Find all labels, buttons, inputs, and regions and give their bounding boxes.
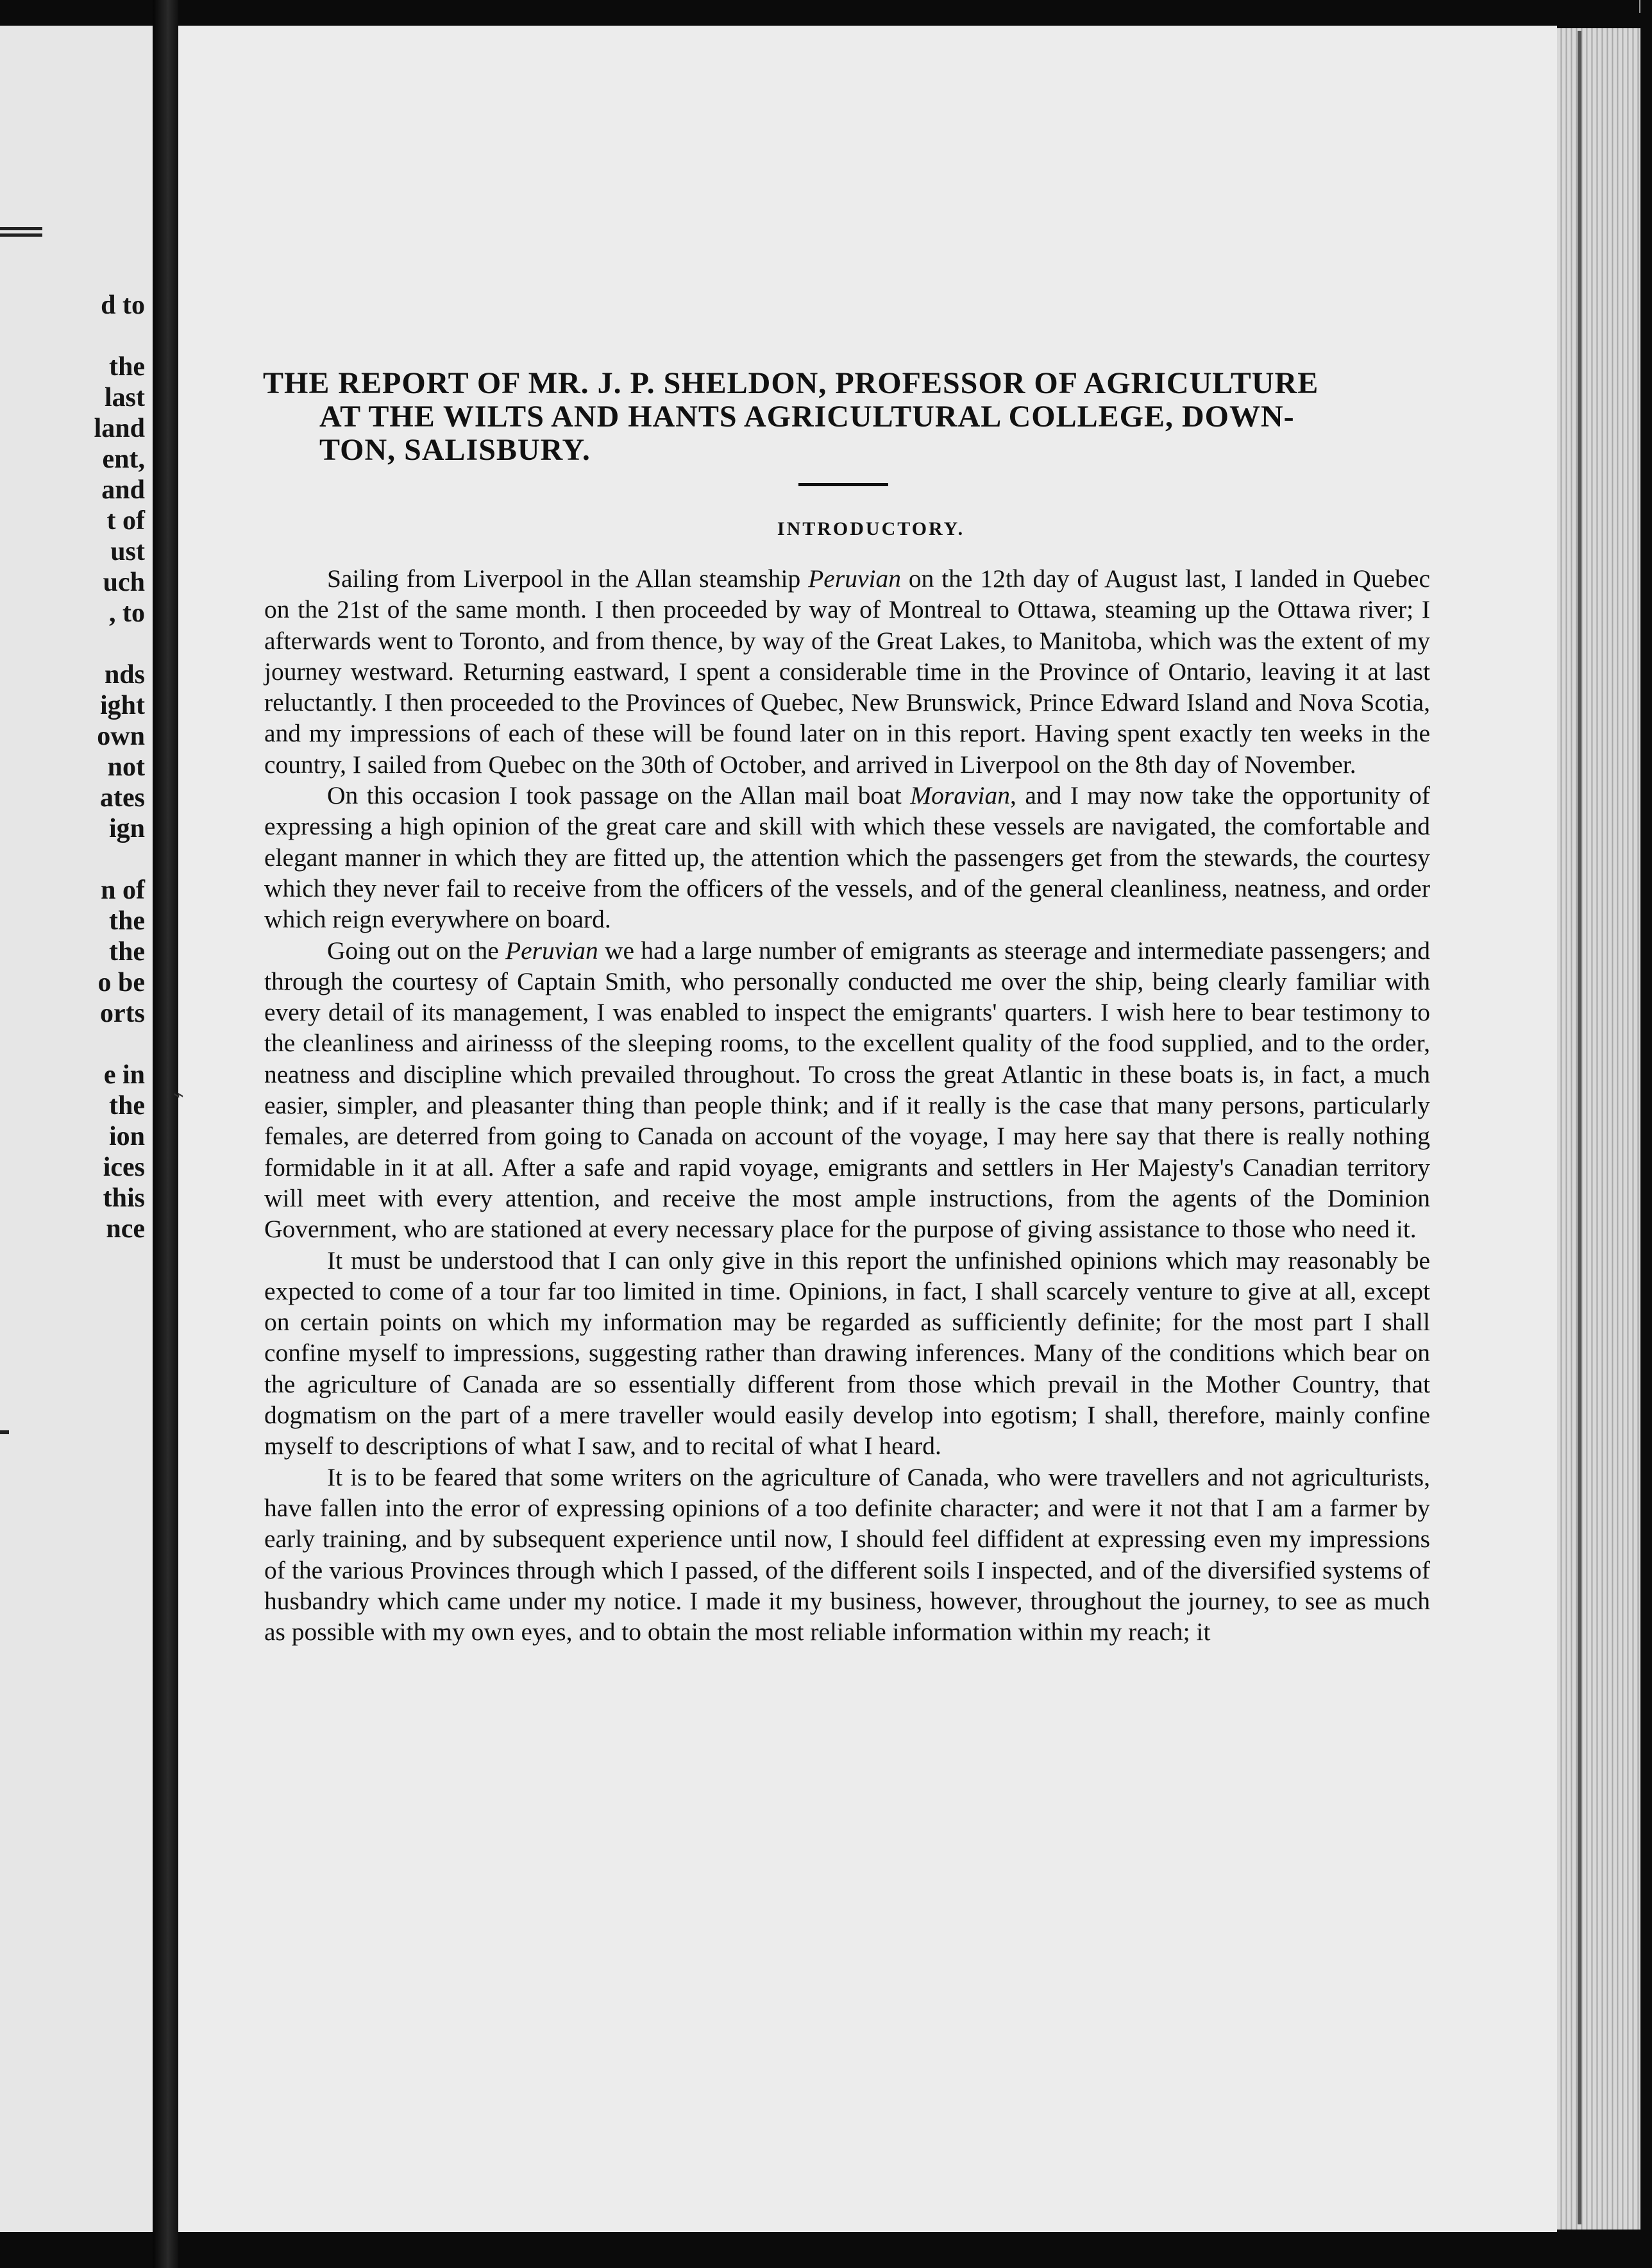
paragraph-5: It is to be feared that some writers on the agriculture of Canada, who were travellers and not agriculturists, have fallen into the error of expressing opinions of a too definite character; and were it not that I am a farmer by early training, and by subsequent experience until now, I should feel diffident at expressing even my impressions of the various Provinces through which I passed, of the different soils I inspected, and of the diversified systems of husbandry which came under my notice. I made it my business, however, throughout the journey, to see as much as possible with my own eyes, and to obtain the most reliable information within my reach; it [264, 1462, 1430, 1646]
left-page-line: , to [109, 598, 145, 628]
left-page-line: uch [103, 568, 145, 597]
left-page-line: o be [97, 968, 145, 997]
paragraph-2: On this occasion I took passage on the Allan mail boat Moravian, and I may now take the opportunity of expressing a high opinion of the great care and skill with which these vessels are navigated, the comfortable and elegant manner in which they are fitted up, the attention which the passengers get from the stewards, the courtesy which they never fail to receive from the officers of the vessels, and of the general cleanliness, neatness, and order which reign everywhere on board. [264, 781, 1430, 934]
page-edge-shadow [1578, 31, 1581, 2224]
page-edge-stack [1557, 28, 1640, 2230]
section-title: INTRODUCTORY. [777, 518, 965, 539]
left-page-line: the [109, 352, 145, 382]
corner-mark [1639, 0, 1640, 13]
left-page-line: the [109, 906, 145, 936]
heading-divider [798, 483, 888, 486]
left-page-line: nce [106, 1214, 145, 1244]
left-page-line: ates [100, 783, 145, 813]
left-page-line: d to [101, 291, 145, 320]
left-page-line: land [94, 414, 145, 443]
left-page-line: this [103, 1183, 145, 1213]
left-rule-bottom [0, 233, 42, 237]
left-page-line [94, 1029, 145, 1060]
left-rule-top [0, 227, 42, 230]
body-text [264, 563, 1430, 1647]
left-page-line: and [101, 475, 145, 505]
page-gutter [153, 0, 178, 2268]
left-page-line: own [97, 722, 145, 751]
left-page-line: ent, [102, 444, 145, 474]
left-page-line: the [109, 1091, 145, 1121]
left-page-line: t of [106, 506, 145, 536]
paragraph-4: It must be understood that I can only give in this report the unfinished opinions which may reasonably be expected to come of a tour far too limited in time. Opinions, in fact, I shall scarcely venture to give at all, except on certain points on which my information may be regarded as sufficiently definite; for the most part I shall confine myself to impressions, suggesting rather than drawing inferences. Many of the conditions which bear on the agriculture of Canada are so essentially different from those which prevail in the Mother Country, that dogmatism on the part of a mere traveller would easily develop into egotism; I shall, therefore, mainly confine myself to descriptions of what I saw, and to recital of what I heard. [264, 1246, 1430, 1460]
left-page-line: e in [103, 1060, 145, 1090]
left-page-text [94, 290, 145, 1244]
heading-line-3: TON, SALISBURY. [319, 433, 591, 467]
paragraph-1: Sailing from Liverpool in the Allan steamship Peruvian on the 12th day of August last, I landed in Quebec on the 21st of the same month. I then proceeded by way of Montreal to Ottawa, steaming up the Ottawa river; I afterwards went to Toronto, and from thence, by way of the Great Lakes, to Manitoba, which was the extent of my journey westward. Returning eastward, I spent a considerable time in the Province of Ontario, leaving it at last reluctantly. I then proceeded to the Provinces of Quebec, New Brunswick, Prince Edward Island and Nova Scotia, and my impressions of each of these will be found later on in this report. Having spent exactly ten weeks in the country, I sailed from Quebec on the 30th of October, and arrived in Liverpool on the 8th day of November. [264, 564, 1430, 779]
left-page-line: not [107, 752, 145, 782]
left-page-line: ion [108, 1122, 145, 1151]
left-page-line: ices [103, 1153, 145, 1182]
left-page-line: ight [99, 691, 145, 720]
left-page-line: last [105, 383, 145, 412]
left-page-line: n of [101, 876, 145, 905]
paragraph-3: Going out on the Peruvian we had a large number of emigrants as steerage and intermediate passengers; and through the courtesy of Captain Smith, who personally conducted me over the ship, being clearly familiar with every detail of its management, I was enabled to inspect the emigrants' quarters. I wish here to bear testimony to the cleanliness and airinesss of the sleeping rooms, to the excellent quality of the food supplied, and to the order, neatness and discipline which prevailed throughout. To cross the great Atlantic in these boats is, in fact, a much easier, simpler, and pleasanter thing than people think; and if it really is the case that many persons, particularly females, are deterred from going to Canada on account of the voyage, I may here say that there is really nothing formidable in it at all. After a safe and rapid voyage, emigrants and settlers in Her Majesty's Canadian territory will meet with every attention, and receive the most ample instructions, from the agents of the Dominion Government, who are stationed at every necessary place for the purpose of giving assistance to those who need it. [264, 936, 1431, 1244]
left-page-line [94, 629, 145, 659]
left-page-line: ust [110, 537, 145, 566]
left-page-line: ign [108, 814, 145, 843]
left-page-fragment [0, 26, 155, 2232]
left-page-line [94, 321, 145, 351]
left-page-line: the [109, 937, 145, 967]
left-page-line: nds [104, 660, 145, 690]
margin-mark: ⌁ [173, 1085, 184, 1105]
left-dash-mark [0, 1430, 9, 1434]
heading-line-2: AT THE WILTS AND HANTS AGRICULTURAL COLLEGE, DOWN- [319, 400, 1295, 434]
heading-line-1: THE REPORT OF MR. J. P. SHELDON, PROFESSOR OF AGRICULTURE [263, 366, 1319, 400]
report-heading [263, 367, 1437, 467]
left-page-line [94, 844, 145, 875]
left-page-line: orts [100, 999, 145, 1028]
